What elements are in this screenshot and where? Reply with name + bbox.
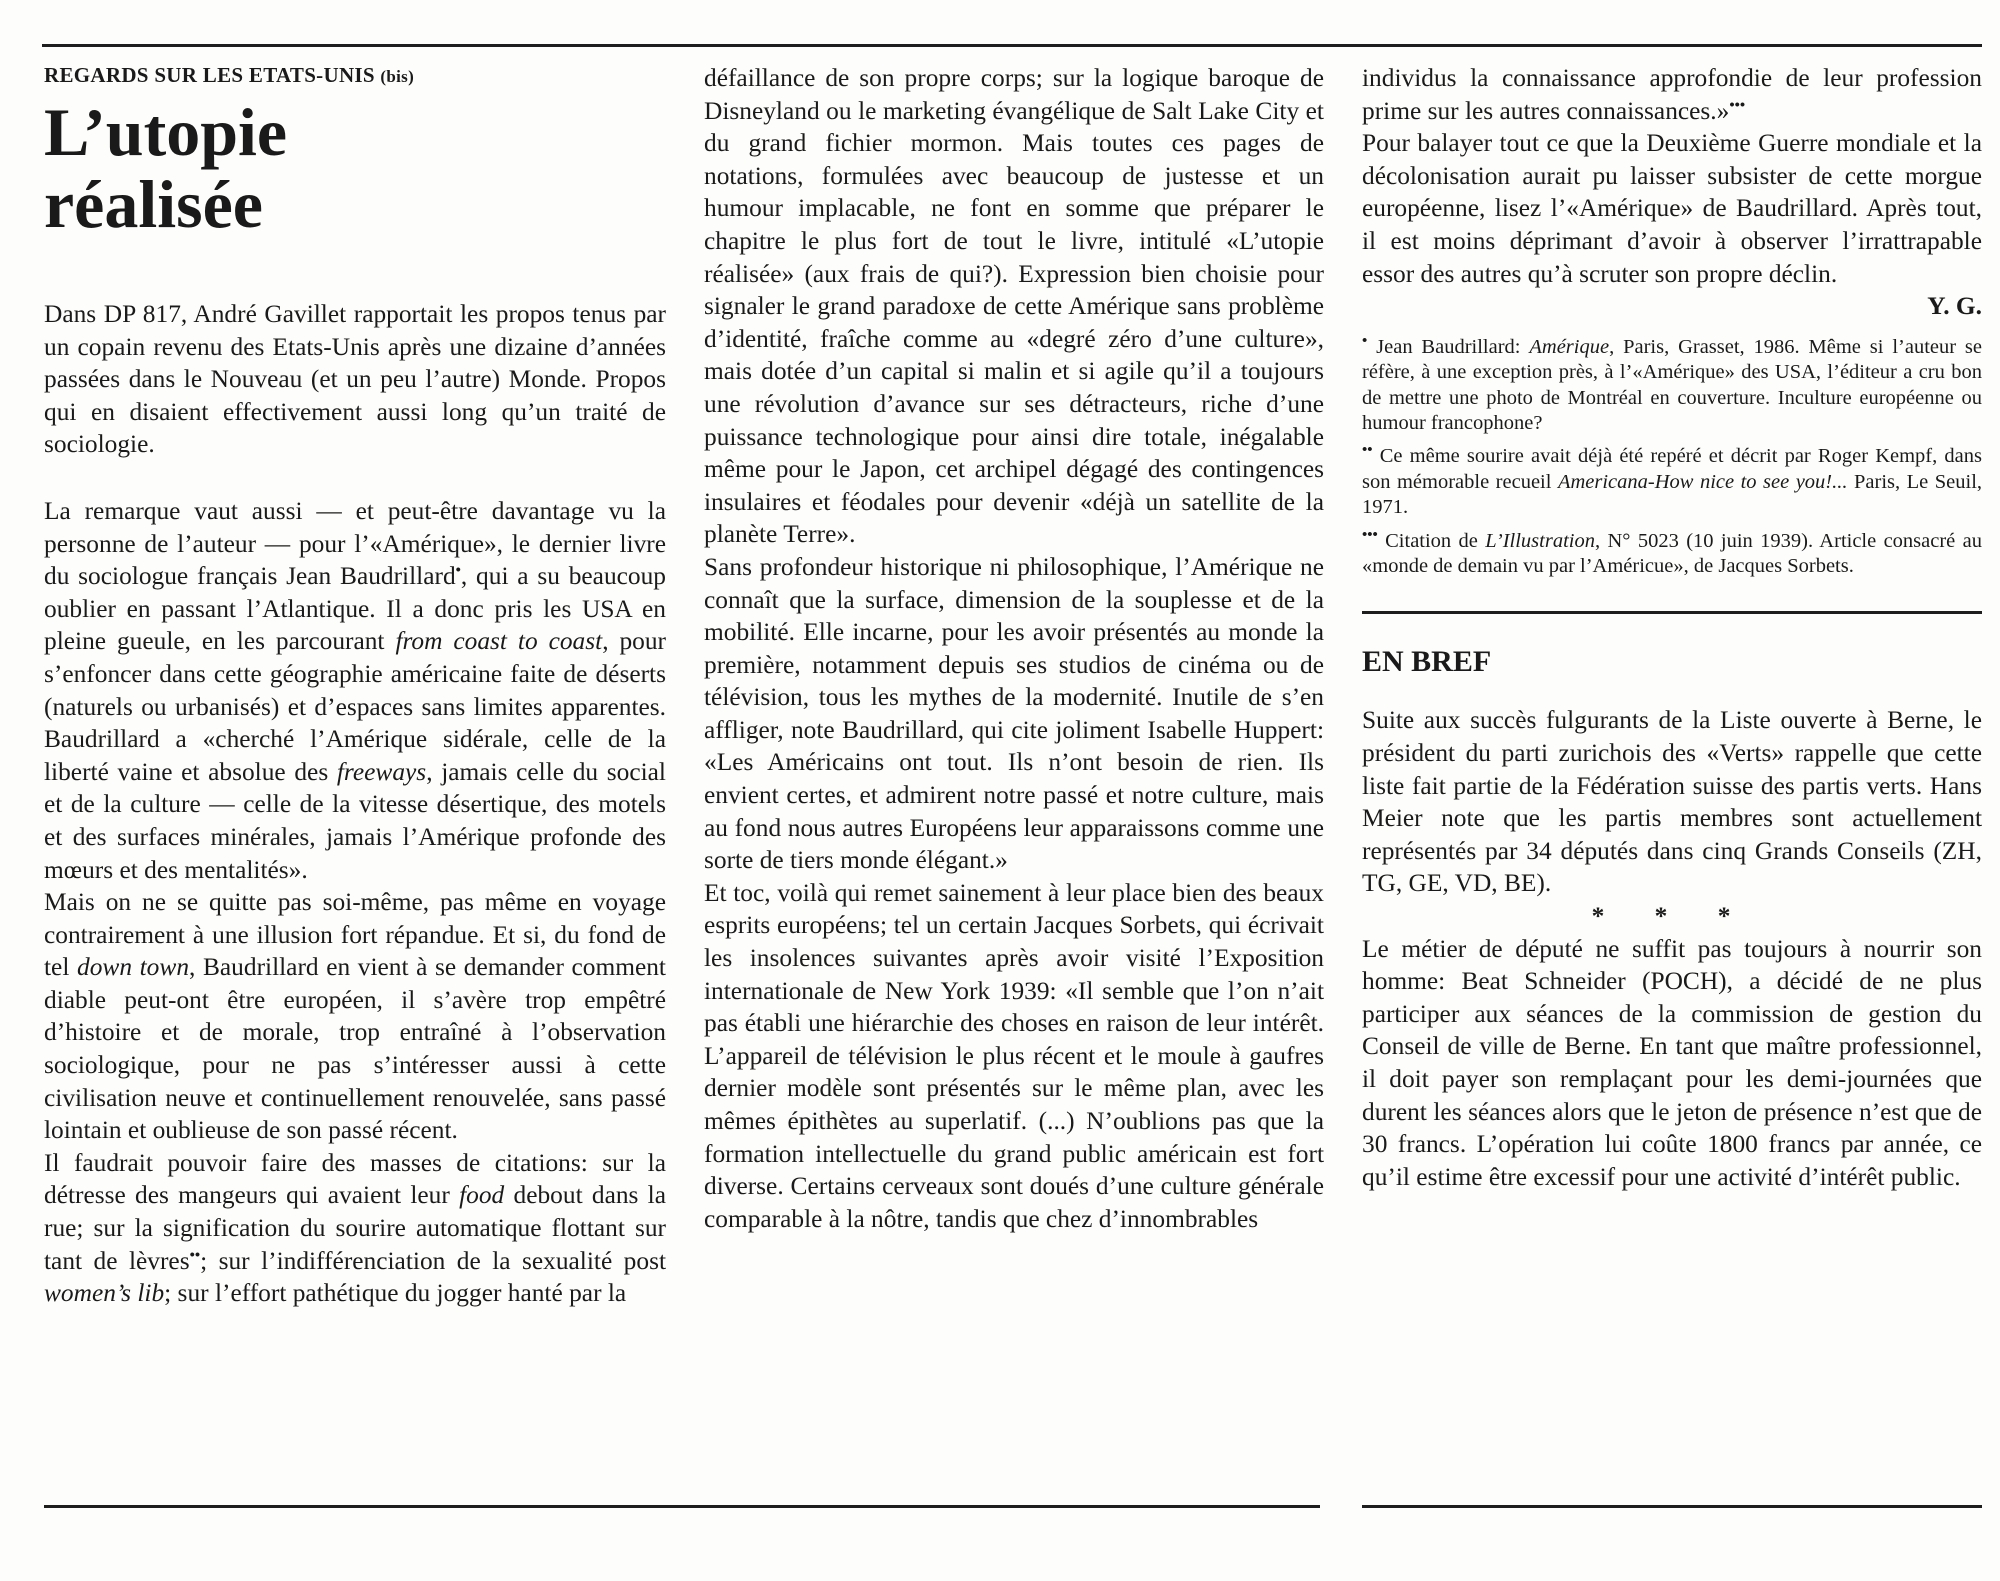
kicker-text: REGARDS SUR LES ETATS-UNIS bbox=[44, 63, 375, 87]
article-column-2 bbox=[704, 62, 1324, 1235]
paragraph-remarque: La remarque vaut aussi — et peut-être davantage vu la personne de l’auteur — pour l’«Amérique», le dernier livre du sociologue français Jean Baudrillard•, qui a su beaucoup oublier en passant l’Atlantique. Il a donc pris les USA en pleine gueule, en les parcourant from coast to coast, pour s’enfoncer dans cette géographie américaine faite de déserts (naturels ou urbanisés) et d’espaces sans limites apparentes. Baudrillard a «cherché l’Amérique sidérale, celle de la liberté vaine et absolue des freeways, jamais celle du social et de la culture — celle de la vitesse désertique, des motels et des surfaces minérales, jamais l’Amérique profonde des mœurs et des mentalités». bbox=[44, 496, 667, 884]
section-divider bbox=[1362, 611, 1982, 614]
footnote-2: •• Ce même sourire avait déjà été repéré et décrit par Roger Kempf, dans son mémorable recueil Americana-How nice to see you!... Paris, Le Seuil, 1971. bbox=[1362, 442, 1983, 519]
article-kicker bbox=[44, 62, 666, 90]
paragraph-sorbets: Et toc, voilà qui remet sainement à leur place bien des beaux esprits européens; tel un certain Jacques Sorbets, qui écrivait les insolences suivantes après avoir visité l’Exposition internationale de New York 1939: «Il semble que l’on n’ait pas établi une hiérarchie des choses en raison de leur intérêt. L’appareil de télévision le plus récent et le moule à gaufres dernier modèle sont présentés sur le même plan, avec les mêmes épithètes au superlatif. (...) N’oublions pas que la formation intellectuelle du grand public américain est fort diverse. Certains cerveaux sont doués d’une culture générale comparable à la nôtre, tandis que chez d’innombrables bbox=[704, 878, 1324, 1233]
article-headline bbox=[44, 96, 666, 240]
paragraph-intro: Dans DP 817, André Gavillet rapportait les propos tenus par un copain revenu des Etats-Unis après une dizaine d’années passées dans le Nouveau (et un peu l’autre) Monde. Propos qui en disaient effectivement aussi long qu’un traité de sociologie. bbox=[44, 300, 666, 459]
bottom-rule-right bbox=[1362, 1505, 1982, 1508]
bottom-rule-left bbox=[44, 1505, 1320, 1508]
en-bref-depute: Le métier de député ne suffit pas toujours à nourrir son homme: Beat Schneider (POCH), a décidé de ne plus participer aux séances de la commission de gestion du Conseil de ville de Berne. En tant que maître professionnel, il doit payer son remplaçant pour les demi-journées que durent les séances alors que le jeton de présence n’est que de 30 francs. L’opération lui coûte 1800 francs par année, ce qu’il estime être excessif pour une activité d’intérêt public. bbox=[1362, 934, 1982, 1191]
footnote-marker-3: ••• bbox=[1729, 97, 1746, 114]
author-signature: Y. G. bbox=[1927, 292, 1982, 321]
footnote-marker-2: •• bbox=[189, 1247, 201, 1264]
paragraph-surface: Sans profondeur historique ni philosophique, l’Amérique ne connaît que la surface, dimension de la souplesse et de la mobilité. Elle incarne, pour les avoir présentés au monde la première, notamment depuis ses studios de cinéma ou de télévision, tous les mythes de la modernité. Inutile de s’en affliger, note Baudrillard, qui cite joliment Isabelle Huppert: «Les Américains ont tout. Ils n’ont besoin de rien. Ils envient certes, et admirent notre passé et notre culture, mais au fond nous autres Européens leur apparaissons comme une sorte de tiers monde élégant.» bbox=[704, 552, 1324, 875]
footnote-1: • Jean Baudrillard: Amérique, Paris, Grasset, 1986. Même si l’auteur se réfère, à une exception près, à l’«Amérique» des USA, l’éditeur a cru bon de mettre une photo de Montréal en couverture. Inculture européenne ou humour francophone? bbox=[1362, 332, 1983, 434]
en-bref-verts: Suite aux succès fulgurants de la Liste ouverte à Berne, le président du parti zurichois des «Verts» rappelle que cette liste fait partie de la Fédération suisse des partis verts. Hans Meier note que les partis membres sont actuellement représentés par 34 députés dans cinq Grands Conseils (ZH, TG, GE, VD, BE). bbox=[1362, 706, 1982, 898]
article-column-3 bbox=[1362, 62, 1982, 1193]
headline-line-1: L’utopie bbox=[44, 94, 288, 170]
paragraph-gap bbox=[44, 461, 666, 495]
article-column-1 bbox=[44, 62, 666, 1310]
en-bref-title: EN BREF bbox=[1362, 645, 1492, 679]
top-rule bbox=[42, 44, 1982, 47]
headline-line-2: réalisée bbox=[44, 166, 263, 242]
footnotes bbox=[1362, 332, 1983, 580]
paragraph-voyage: Mais on ne se quitte pas soi-même, pas même en voyage contrairement à une illusion fort répandue. Et si, du fond de tel down town, Baudrillard en vient à se demander comment diable peut-ont être européen, il s’avère trop empêtré d’histoire et de morale, trop entraîné à l’observation sociologique, pour ne pas s’intéresser aussi à cette civilisation neuve et continuellement renouvelée, sans passé lointain et oublieuse de son passé récent. bbox=[44, 888, 666, 1145]
paragraph-conclusion: Pour balayer tout ce que la Deuxième Guerre mondiale et la décolonisation aurait pu laisser subsister de cette morgue européenne, lisez l’«Amérique» de Baudrillard. Après tout, il est moins déprimant d’avoir à observer l’irrattrapable essor des autres qu’à scruter son propre déclin. bbox=[1362, 129, 1982, 288]
footnote-3: ••• Citation de L’Illustration, N° 5023 (10 juin 1939). Article consacré au «monde de demain vu par l’Américue», de Jacques Sorbets. bbox=[1362, 526, 1982, 577]
paragraph-individus: individus la connaissance approfondie de leur profession prime sur les autres connaissances.»••• bbox=[1362, 64, 1982, 125]
paragraph-disneyland: défaillance de son propre corps; sur la logique baroque de Disneyland ou le marketing évangélique de Salt Lake City et du grand fichier mormon. Mais toutes ces pages de notations, formulées avec beaucoup de justesse et un humour implacable, ne font en somme que préparer le chapitre le plus fort de tout le livre, intitulé «L’utopie réalisée» (aux frais de qui?). Expression bien choisie pour signaler le grand paradoxe de cette Amérique sans problème d’identité, fraîche comme au «degré zéro d’une culture», mais dotée d’un capital si malin et si agile qu’il a toujours une révolution d’avance sur ses détracteurs, riche d’une puissance technologique pour ainsi dire totale, inégalable même pour le Japon, cet archipel dégagé des contingences insulaires et féodales pour devenir «déjà un satellite de la planète Terre». bbox=[704, 64, 1324, 549]
kicker-suffix: (bis) bbox=[380, 67, 415, 86]
en-bref-separator: * * * bbox=[1591, 901, 1753, 930]
footnote-marker-1: • bbox=[455, 562, 461, 579]
paragraph-citations: Il faudrait pouvoir faire des masses de citations: sur la détresse des mangeurs qui avaient leur food debout dans la rue; sur la signification du sourire automatique flottant sur tant de lèvres••; sur l’indifférenciation de la sexualité post women’s lib; sur l’effort pathétique du jogger hanté par la bbox=[44, 1148, 666, 1308]
